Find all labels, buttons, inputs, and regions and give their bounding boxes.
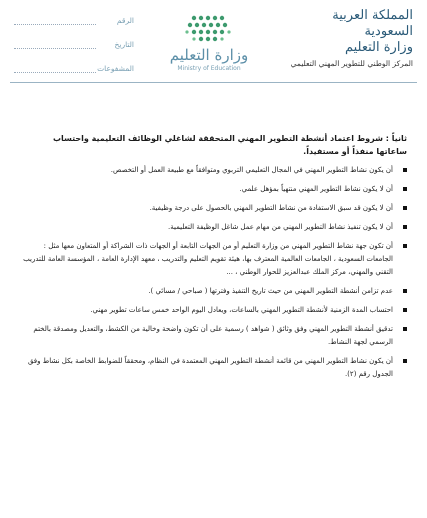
list-item bbox=[20, 285, 407, 298]
list-item-text: أن تكون جهة نشاط التطوير المهني من وزارة التعليم أو من الجهات التابعة أو الجهات ذات الشراكة أو المتعاون معها مثل : الجامعات السعودية ، الجامعات العالمية المعترف بها، هيئة تقويم التعليم والتدريب ، معهد الإدارة العامة ، المؤسسة العامة للتدريب التقني والمهني، مركز الملك عبدالعزيز للحوار الوطني ، ... bbox=[23, 242, 393, 276]
section-heading: ثانياً : شروط اعتماد أنشطة التطوير المهني المتحققة لشاغلي الوظائف التعليمية واحتساب ساعاتها منفذاً أو مستفيداً. bbox=[52, 134, 407, 156]
list-item-text: أن يكون نشاط التطوير المهني في المجال التعليمي التربوي ومتوافقاً مع طبيعة العمل أو التخصص. bbox=[110, 166, 393, 174]
list-item-text: تدقيق أنشطة التطوير المهني وفق وثائق ( شواهد ) رسمية على أن تكون واضحة وخالية من الكشط، والتعديل ومصدقة بالختم الرسمي لجهة النشاط. bbox=[33, 325, 393, 346]
bullet-icon bbox=[403, 289, 407, 293]
logo-subtitle: Ministry of Education bbox=[177, 65, 241, 72]
logo-dots-icon bbox=[150, 10, 268, 46]
logo-wordmark: وزارة التعليم bbox=[169, 46, 249, 64]
date-field bbox=[14, 40, 134, 54]
list-item bbox=[20, 304, 407, 317]
bullet-icon bbox=[403, 168, 407, 172]
bullet-icon bbox=[403, 308, 407, 312]
list-item-text: أن لا يكون تنفيذ نشاط التطوير المهني من مهام عمل شاغل الوظيفة التعليمية. bbox=[167, 223, 393, 231]
attachments-label: المشفوعات bbox=[97, 64, 134, 73]
bullet-icon bbox=[403, 225, 407, 229]
attachments-field bbox=[14, 64, 134, 78]
list-item bbox=[20, 221, 407, 234]
list-item-text: أن لا يكون نشاط التطوير المهني منتهياً بمؤهل علمي. bbox=[239, 185, 393, 193]
center-name: المركز الوطني للتطوير المهني التعليمي bbox=[290, 59, 413, 68]
bullet-icon bbox=[403, 244, 407, 248]
bullet-icon bbox=[403, 206, 407, 210]
ref-number-label: الرقم bbox=[116, 16, 134, 25]
ministry-logo bbox=[150, 10, 268, 74]
ref-number-line bbox=[14, 24, 96, 25]
attachments-line bbox=[14, 72, 96, 73]
list-item bbox=[20, 240, 407, 279]
document-body bbox=[20, 132, 407, 387]
bullet-icon bbox=[403, 359, 407, 363]
list-item bbox=[20, 355, 407, 381]
date-line bbox=[14, 48, 96, 49]
list-item bbox=[20, 183, 407, 196]
bullet-icon bbox=[403, 327, 407, 331]
list-item bbox=[20, 323, 407, 349]
list-item-text: أن يكون نشاط التطوير المهني من قائمة أنشطة التطوير المهني المعتمدة في النظام، ومحققاً للضوابط الخاصة بكل نشاط وفق الجدول رقم (٢). bbox=[27, 357, 393, 378]
letterhead-right bbox=[283, 8, 413, 69]
kingdom-name: المملكة العربية السعودية bbox=[332, 8, 413, 39]
bullet-icon bbox=[403, 187, 407, 191]
list-item bbox=[20, 164, 407, 177]
list-item bbox=[20, 202, 407, 215]
date-label: التاريخ bbox=[114, 40, 134, 49]
list-item-text: احتساب المدة الزمنية لأنشطة التطوير المهني بالساعات، ويعادل اليوم الواحد خمس ساعات تطوير مهني. bbox=[90, 306, 393, 314]
header-divider bbox=[10, 82, 417, 83]
ref-number-field bbox=[14, 16, 134, 30]
list-item-text: عدم تزامن أنشطة التطوير المهني من حيث تاريخ التنفيذ وفترتها ( صباحي / مسائي ). bbox=[148, 287, 393, 295]
list-item-text: أن لا يكون قد سبق الاستفادة من نشاط التطوير المهني بالحصول على درجة وظيفية. bbox=[149, 204, 393, 212]
ministry-name: وزارة التعليم bbox=[344, 40, 413, 55]
